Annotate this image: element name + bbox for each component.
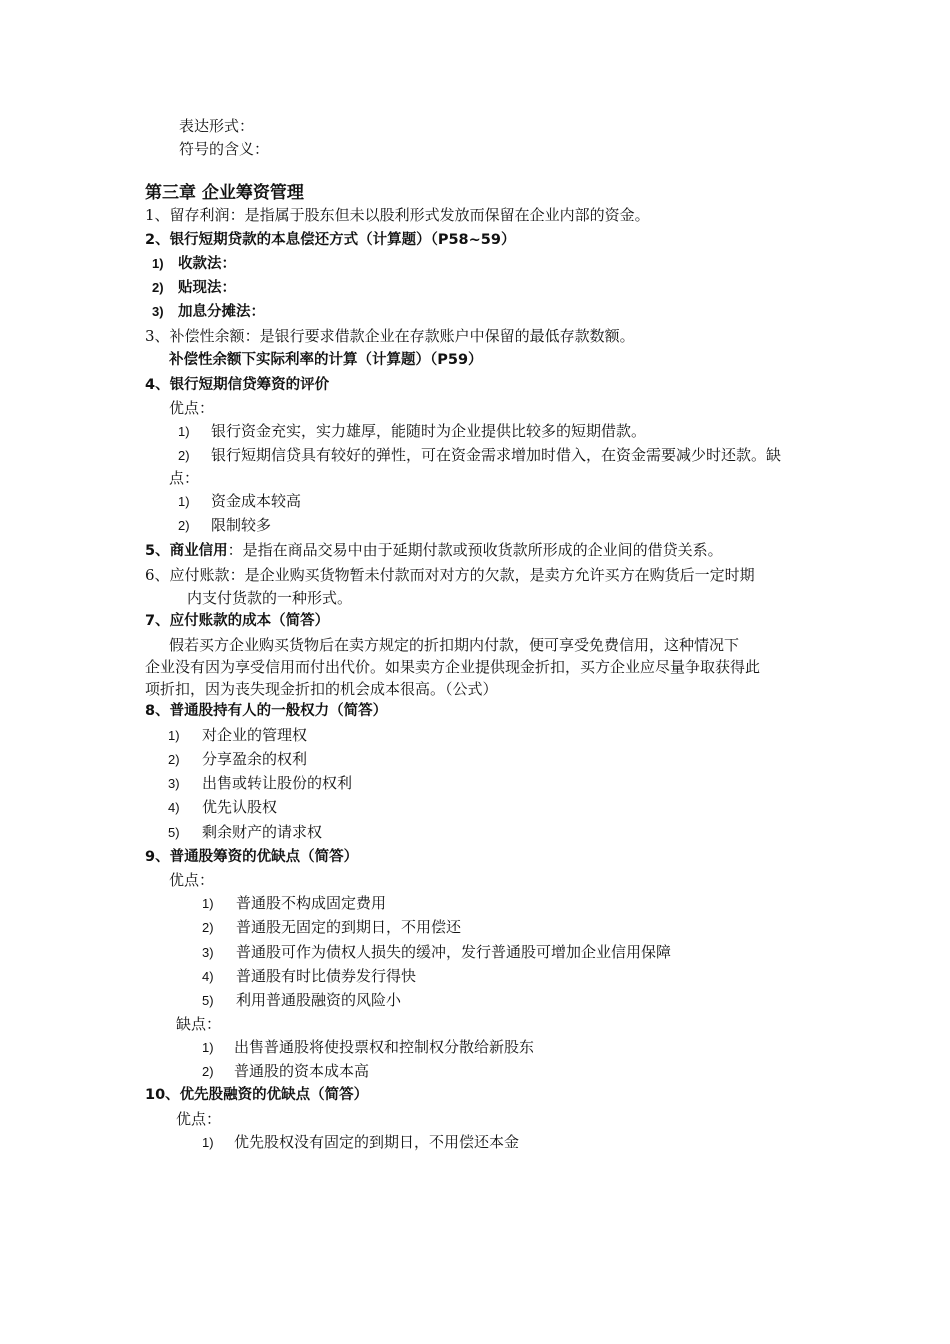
item-text: 贴现法： <box>178 280 236 296</box>
section-5-heading: 5、商业信用 <box>145 543 228 559</box>
section-6-continuation: 内支付货款的一种形式。 <box>187 589 353 607</box>
item-number: 2) <box>178 518 190 533</box>
paragraph-line: 假若买方企业购买货物后在卖方规定的折扣期内付款，便可享受免费信用，这种情况下 <box>169 636 740 654</box>
cons-item <box>178 515 271 536</box>
item-text: 银行短期信贷具有较好的弹性，可在资金需求增加时借入，在资金需要减少时还款。缺 <box>211 446 782 464</box>
item-number: 2) <box>178 448 190 463</box>
item-text: 对企业的管理权 <box>202 726 308 744</box>
section-10-heading: 10、优先股融资的优缺点（简答） <box>145 1087 369 1103</box>
section-7-heading: 7、应付账款的成本（简答） <box>145 613 330 629</box>
cons-item <box>178 491 301 512</box>
section-3-subheading: 补偿性余额下实际利率的计算（计算题）（P59） <box>169 352 483 368</box>
item-text: 普通股可作为债权人损失的缓冲，发行普通股可增加企业信用保障 <box>236 943 672 961</box>
item-number: 2) <box>168 752 180 767</box>
section-5-definition: ：是指在商品交易中由于延期付款或预收货款所形成的企业间的借贷关系。 <box>227 541 723 559</box>
section-2-item <box>152 302 265 322</box>
section-2-item <box>152 278 236 298</box>
item-number: 3) <box>202 945 214 960</box>
pros-item <box>178 421 646 442</box>
pros-item <box>202 990 401 1011</box>
list-item <box>168 749 307 770</box>
section-2-item <box>152 254 236 274</box>
item-number: 2) <box>202 1064 214 1079</box>
section-4-heading: 4、银行短期信贷筹资的评价 <box>145 377 330 393</box>
section-8-heading: 8、普通股持有人的一般权力（简答） <box>145 703 388 719</box>
item-number: 4) <box>168 800 180 815</box>
item-text: 收款法： <box>178 256 236 272</box>
section-3-number: 3、 <box>145 327 170 345</box>
pros-item <box>202 1132 519 1153</box>
pros-label: 优点： <box>169 871 215 889</box>
pros-item <box>202 917 461 938</box>
intro-line-symbols: 符号的含义： <box>179 140 270 158</box>
section-9-heading: 9、普通股筹资的优缺点（简答） <box>145 849 359 865</box>
section-3-term: 补偿性余额 <box>169 327 245 345</box>
item-text: 出售或转让股份的权利 <box>202 774 353 792</box>
chapter-title: 第三章 企业筹资管理 <box>145 183 304 203</box>
item-text: 出售普通股将使投票权和控制权分散给新股东 <box>234 1038 535 1056</box>
item-number: 5) <box>168 825 180 840</box>
section-3-definition: ：是银行要求借款企业在存款账户中保留的最低存款数额。 <box>244 327 635 345</box>
list-item <box>168 822 322 843</box>
list-item <box>168 773 352 794</box>
section-6-number: 6、 <box>145 566 170 584</box>
section-1-definition: ：是指属于股东但未以股利形式发放而保留在企业内部的资金。 <box>229 206 650 224</box>
item-number: 3) <box>152 304 164 319</box>
item-number: 2) <box>202 920 214 935</box>
item-text: 优先认股权 <box>202 798 278 816</box>
item-text: 资金成本较高 <box>211 492 302 510</box>
item-text: 普通股无固定的到期日，不用偿还 <box>236 918 462 936</box>
item-text: 分享盈余的权利 <box>202 750 308 768</box>
item-number: 1) <box>202 896 214 911</box>
section-6-definition: ：是企业购买货物暂未付款而对对方的欠款，是卖方允许买方在购货后一定时期 <box>229 566 755 584</box>
list-item <box>168 725 307 746</box>
item-text: 利用普通股融资的风险小 <box>236 991 402 1009</box>
item-number: 3) <box>168 776 180 791</box>
pros-label: 优点： <box>169 399 215 417</box>
cons-label: 点： <box>169 469 200 487</box>
item-text: 普通股的资本成本高 <box>234 1062 370 1080</box>
item-text: 剩余财产的请求权 <box>202 823 323 841</box>
section-3 <box>145 326 635 346</box>
pros-item <box>202 942 671 963</box>
intro-line-expression: 表达形式： <box>179 117 255 135</box>
section-6-term: 应付账款 <box>169 566 230 584</box>
item-number: 2) <box>152 280 164 295</box>
item-number: 1) <box>168 728 180 743</box>
item-number: 1) <box>178 424 190 439</box>
cons-label: 缺点： <box>176 1015 222 1033</box>
pros-item <box>202 966 416 987</box>
item-text: 普通股有时比债券发行得快 <box>236 967 417 985</box>
paragraph-line: 企业没有因为享受信用而付出代价。如果卖方企业提供现金折扣，买方企业应尽量争取获得此 <box>145 658 761 676</box>
list-item <box>168 797 277 818</box>
item-number: 4) <box>202 969 214 984</box>
item-number: 1) <box>152 256 164 271</box>
section-6 <box>145 565 755 585</box>
section-5 <box>145 540 723 561</box>
item-text: 银行资金充实，实力雄厚，能随时为企业提供比较多的短期借款。 <box>211 422 647 440</box>
cons-item <box>202 1061 369 1082</box>
pros-label: 优点： <box>176 1110 222 1128</box>
pros-item <box>202 893 386 914</box>
item-number: 1) <box>202 1135 214 1150</box>
item-text: 普通股不构成固定费用 <box>236 894 387 912</box>
cons-item <box>202 1037 534 1058</box>
item-text: 加息分摊法： <box>178 304 265 320</box>
section-1-term: 留存利润 <box>169 206 230 224</box>
section-1-number: 1、 <box>145 206 170 224</box>
section-1 <box>145 205 650 225</box>
item-text: 限制较多 <box>211 516 272 534</box>
item-text: 优先股权没有固定的到期日，不用偿还本金 <box>234 1133 520 1151</box>
item-number: 1) <box>202 1040 214 1055</box>
section-2-heading: 2、银行短期贷款的本息偿还方式（计算题）（P58~59） <box>145 232 516 248</box>
pros-item <box>178 445 781 466</box>
item-number: 1) <box>178 494 190 509</box>
item-number: 5) <box>202 993 214 1008</box>
paragraph-line: 项折扣，因为丧失现金折扣的机会成本很高。（公式） <box>145 680 498 698</box>
